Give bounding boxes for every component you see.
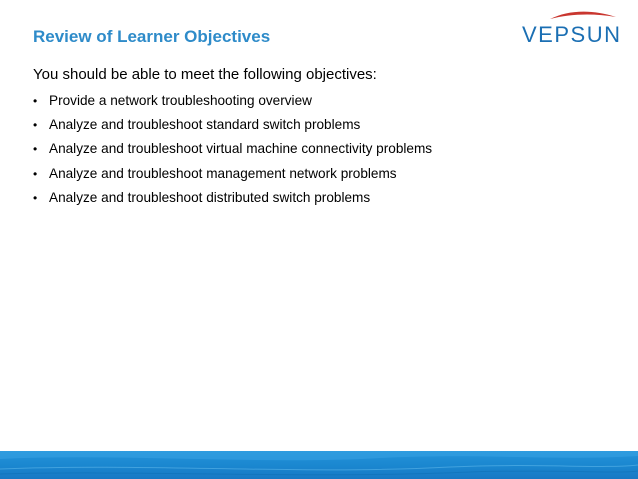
bullet-icon: • <box>33 166 38 181</box>
footer-band <box>0 451 638 479</box>
footer-wave-pattern <box>0 451 638 479</box>
objective-text: Analyze and troubleshoot distributed switch problems <box>49 189 371 205</box>
bullet-icon: • <box>33 142 38 157</box>
bullet-icon: • <box>33 118 38 133</box>
slide-title: Review of Learner Objectives <box>33 27 271 46</box>
objective-text: Analyze and troubleshoot virtual machine connectivity problems <box>49 141 433 157</box>
objective-text: Analyze and troubleshoot standard switch problems <box>49 117 361 133</box>
bullet-icon: • <box>33 190 38 205</box>
bullet-icon: • <box>33 94 38 108</box>
objective-text: Analyze and troubleshoot management network problems <box>49 165 397 181</box>
intro-text: You should be able to meet the following objectives: <box>33 66 377 83</box>
logo-text: VEPSUN <box>522 22 622 47</box>
logo-swoosh <box>550 12 616 19</box>
vepsun-logo <box>520 8 632 48</box>
objective-text: Provide a network troubleshooting overview <box>49 93 312 108</box>
